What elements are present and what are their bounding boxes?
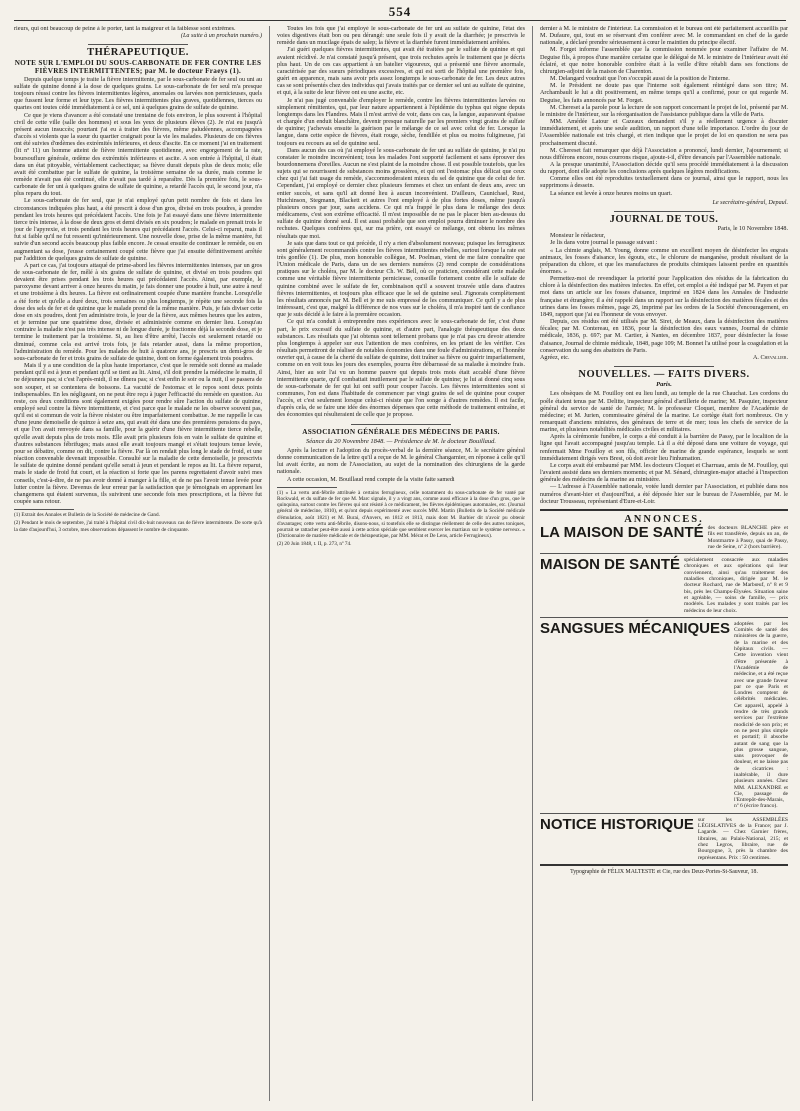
footnote-rule <box>277 487 337 488</box>
section-divider <box>614 211 713 212</box>
article-paragraph: Dans aucun des cas où j'ai employé le sous-carbonate de fer uni au sulfate de quinine, je n'ai pu constater le moindre inconvénient; tous les malades l'ont supporté facilement et sans éprouver des bourdonnemens d'oreilles. Aucun ne s'est plaint de la moindre chose. Il est possible toutefois, que les sujets qui se nourrissent de substances moins grossières, et qui ont l'estomac plus délicat que ceux chez qui j'ai fait usage du remède, s'accommoderaient mieux du sel de quinine que de celui de fer. Cependant, j'ai employé ce dernier chez plusieurs femmes et chez un enfant de deux ans, avec un entier succès, et sans qu'il ait donné lieu à aucun inconvénient. D'ailleurs, Caunichael, Rust, Hutchinson, Stegmann, Blackett et autres l'ont employé à de plus fortes doses, même jusqu'à plusieurs onces par jour, sans accidens. Ce qui m'a frappé le plus dans le mélange des deux médicamens, c'est son extrême efficacité. Il m'est impossible de ne pas le placer bien au-dessus du sulfate de quinine donné seul. Il est aussi probable que son emploi pourra diminuer le nombre des rechutes. Quelques confrères qui, sur ma prière, ont essayé ce mélange, ont obtenu les mêmes résultats que moi. <box>277 147 525 240</box>
ad-text: spécialement consacrée aux maladies chroniques et aux opérations qui leur conviennent, ainsi qu'au traitement des maladies chroniques, dirigée par M. le docteur Rochard, rue de Marbœuf, nº 8 et 9 bis, près les Champs-Élysées. Situation saine et agréable, — soins de famille, — prix modérés. Les malades y sont traités par les médecins de leur choix. <box>684 557 788 614</box>
session-date: Séance du 20 Novembre 1848. — Présidence de M. le docteur Bouillaud. <box>305 437 497 445</box>
article-title: NOTE SUR L'EMPLOI DU SOUS-CARBONATE DE FER CONTRE LES FIÈVRES INTERMITTENTES; par M. le docteur Fraeys (1). <box>14 59 262 75</box>
article-paragraph: M. Chereset fait remarquer que déjà l'Association a prononcé, lundi dernier, l'ajournement; si nous différons encore, nous courrons risque, ajoute-t-il, d'être devancés par l'Assemblée nationale. <box>540 147 788 161</box>
article-paragraph: Toutes les fois que j'ai employé le sous-carbonate de fer uni au sulfate de quinine, l'état des voies digestives était bon ou peu dérangé: une seule fois il y avait de la diarrhée; je prescrivis le remède dans un mucilage épais de salep; la fièvre et la diarrhée furent immédiatement arrêtées. <box>277 26 525 47</box>
letter-paragraph: Je lis dans votre journal le passage suivant : <box>550 240 658 247</box>
article-paragraph: A part ce cas, j'ai toujours attaqué de prime-abord les fièvres intermittentes intenses, par un gros de sous-carbonate de fer, mêlé à six grains de sulfate de quinine, et divisé en trois poudres qui devaient être prises pendant les trois heures qui précédaient l'accès. Ainsi, par exemple, le paroxysme devant arriver à onze heures du matin, je fais donner une poudre à huit, une autre à neuf et une troisième à dix heures. La fièvre est ordinairement coupée d'une manière franche. Lorsqu'elle a été forte et qu'elle a duré deux, trois semaines ou plus longtemps, je répète une seconde fois la dose des sels de fer et de quinine que le malade prend de la même manière. Puis, je fais diviser cette dose en six poudres, dont j'en administre trois, le jour de la fièvre, aux mêmes heures que les autres, et je termine par une quatrième dose, divisée et administrée comme en dernier lieu. Lorsqu'au contraire la maladie n'est pas très intense ni de longue durée, je fractionne déjà la seconde dose, et je termine le traitement par la troisième. Si, au lieu d'être arrêté, l'accès est seulement retardé ou diminué, comme cela est arrivé trois fois, je fais retarder aussi, dans la même proportion, l'administration du remède. Pour les malades de huit à quatorze ans, je prescris un demi-gros de sous-carbonate de fer et trois grains de sulfate de quinine, dont on forme également trois poudres. <box>14 262 262 362</box>
column-divider <box>532 26 533 1101</box>
page-number: 554 <box>388 4 412 19</box>
advertisement <box>540 621 788 810</box>
news-paragraph: Le corps avait été embaumé par MM. les docteurs Cloquet et Charruau, amis de M. Fouilloy, qui l'avaient assisté dans ses derniers moments; et par M. Sénard, chirurgien-major attaché à l'inspection générale des médecins de la marine au ministère. <box>540 462 788 484</box>
news-paragraph: — L'adresse à l'Assemblée nationale, votée lundi dernier par l'Association, et publiée dans nos numéros d'avant-hier et d'aujourd'hui, a été déposée hier sur le bureau de l'Assemblée, par M. le docteur Trousseau, représentant d'Eure-et-Loir. <box>540 484 788 505</box>
article-paragraph: Ce qui m'a conduit à entreprendre mes expériences avec le sous-carbonate de fer, c'est d'une part, le prix excessif du sulfate de quinine, et d'autre part, l'analogie thérapeutique des deux substances. Les résultats que j'ai obtenus sont tellement probans que je n'ai pas cru devoir attendre plus longtemps à appeler sur eux l'attention de mes confrères, en les priant de les vérifier. Ces résultats permettront de réaliser de notables économies dans une foule d'administrations, et l'honnête ouvrier qui, à cause de la cherté du sulfate de quinine, doit traîner sa fièvre ou guérir imparfaitement, comme on en voit tous les jours des exemples, pourra être débarrassé de sa maladie à moindre frais. Ainsi, hier au soir l'ai vu un homme pauvre qui depuis trois mois était accablé d'une fièvre intermittente quarte, qu'il combattait inutilement par le sulfate de quinine; je lui ai donné cinq sous de sous-carbonate de fer qui lui ont suffi pour couper l'accès. Les fièvres intermittentes sont si communes, l'on est dans l'habitude de commencer par vingt grains de sel de quinine pour couper l'accès, et c'est seulement lorsque celui-ci résiste que l'on songe à d'autres remèdes. Il est facile, d'après cela, de se faire une idée des énormes dépenses que cette méthode de traitement entraîne, et des économies qui résulteraient de celle que je propose. <box>277 319 525 419</box>
article-paragraph: Ce que je viens d'avancer a été constaté une trentaine de fois environ, le plus souvent à l'hôpital civil de cette ville (salle des hommes) et sous les yeux de plusieurs élèves (2). Je n'ai eu jusqu'à présent aucun insuccès; pourtant j'ai eu à traiter des fièvres, même paludéennes, accompagnées d'accès si violents que la sueur du quartier craignait pour la vie les malades. Plusieurs de ces fièvres ont été suivies d'œdèmes des extrémités inférieures, et deux d'ascite. En ce moment j'ai en traitement (lit nº 11) un homme atteint de fièvre intermittente quotidienne, avec engorgement de la rate, boursouflure générale, œdème des extrémités inférieures et ascite. A son entrée à l'hôpital, il était dans un état pitoyable, véritablement cachectique; sa fièvre durait depuis plus de deux mois; elle avait été combattue par le sulfate de quinine, la troisième semaine de sa durée, mais comme le remède n'avait pas été continué, elle n'avait pas tardé à reparaître. Dès la première fois, le sous-carbonate de fer uni à quelques grains de sulfate de quinine, a retardé l'accès qui, le second jour, n'a plus reparu du tout. <box>14 112 262 198</box>
article-paragraph: Je sais que dans tout ce qui précède, il n'y a rien d'absolument nouveau; puisque les ferrugineux sont généralement recommandés contre les fièvres intermittentes rebelles, surtout lorsque la rate est très gonflée (1). De plus, mon honorable collègue, M. Poelman, vient de me faire connaître que l'Union médicale de Paris, dans un de ses derniers numéros (2) rend compte de considérations pratiques sur le choléra, par M. le docteur Ch. W. Bell, où ce praticien, considérant cette maladie comme une véritable fièvre intermittente pernicieuse, conseille fortement contre elle le sulfate de quinine combiné avec le sulfate de fer, combinaison qu'il a souvent trouvée utile dans d'autres fièvres intermittentes, et toujours plus efficace que le sel de quinine seul. J'ignorais complètement les résultats annoncés par M. Bell et je me suis empressé de les communiquer. Ce qu'il y a de plus intéressant, c'est que, malgré la différence de nos vues sur le choléra, il m'a inspiré tant de confiance que je suis décidé à le faire à la première occasion. <box>277 240 525 319</box>
article-paragraph: M. Forget informe l'assemblée que la commission nommée pour examiner l'affaire de M. Deguise fils, à propos d'une manière certaine que le délégué de M. le ministre de l'intérieur avait été éclairé, et que notre honorable confrère était à la veille d'être rétabli dans ses fonctions de chirurgien-adjoint de la maison de Charenton. <box>540 47 788 75</box>
printer-footer: Typographie de FÉLIX MALTESTE et Cie, rue des Deux-Portes-St-Sauveur, 18. <box>570 868 758 875</box>
column-divider <box>269 26 270 1101</box>
section-divider <box>88 44 187 45</box>
footnote-rule <box>14 509 74 510</box>
ad-name: NOTICE HISTORIQUE <box>540 815 694 833</box>
article-paragraph: dernier à M. le ministre de l'intérieur. La commission et le bureau ont été parfaitement accueillis par M. Dufaure, qui, tout en se réservant d'en conférer avec M. le commandant en chef de la garde nationale, a déclaré prendre sérieusement à cœur le maintien du principe électif. <box>540 26 788 47</box>
ad-name: MAISON DE SANTÉ <box>540 556 681 574</box>
header-rule <box>14 20 786 21</box>
news-place: Paris. <box>656 381 672 389</box>
footnote: (2) 20 Juin 1848, t. II, p. 273, nº 74. <box>277 541 352 548</box>
footnote: (2) Pendant le mois de septembre, j'ai traité à l'hôpital civil dix-huit nouveaux cas de fièvre intermittente. De sorte qu'à la date d'aujourd'hui, 3 octobre, mes observations dépassent le nombre de cinquante. <box>14 520 262 533</box>
news-title: NOUVELLES. — FAITS DIVERS. <box>578 369 750 381</box>
ad-text: sur les ASSEMBLÉES LÉGISLATIVES de la France; par J. Lagarde. — Chez Garnier frères, libraires, au Palais-National, 215; et chez Legros, libraire, rue de Bourgogne, 3, près la chambre des représentans. Prix : 50 centimes. <box>697 816 788 861</box>
article-paragraph: J'ai guéri quelques fièvres intermittentes, qui avait été traitées par le sulfate de quinine et qui avaient récidivé. Je n'ai constaté jusqu'à présent, que trois rechutes après le traitement que je décris plus haut. Un de ces cas appartient à un batelier vigoureux, qui a présenté une fièvre anormale, caractérisée par des sueurs périodiques excessives, et qui est sorti de l'hôpital une première fois, guéri en apparence, mais sans avoir pris assez longtemps le sous-carbonate de fer. Les deux autres cas se sont présentés chez des individus qui j'avais traités par ce dernier sel uni au sulfate de quinine, et qui, à la suite de leur fièvre ont eu une ascite, etc. <box>277 47 525 97</box>
advertisement <box>540 525 788 550</box>
article-paragraph: Le sous-carbonate de fer seul, que je n'ai employé qu'un petit nombre de fois et dans les circonstances indiquées plus haut, a été prescrit à dose d'un gros, divisé en trois poudres, à prendre pendant les trois heures qui précédaient l'accès. Une fois je l'ai essayé dans une fièvre intermittente tierce très intense, à la dose de deux gros et demi divisés en six poudres; le malade en prenait trois le jour de l'apyrexie, et trois pendant les trois heures qui précédaient l'accès. Celui-ci reparut, mais il fut si faible qu'il ne fut ressenti qu'intérieurement. Une nouvelle dose, prise de la même manière, fut suivie d'un second accès beaucoup plus faible encore. Je cessai ensuite de continuer le remède, ou en augmentant sa dose, j'eusse certainement coupé cette fièvre que j'ai ensuite définitivement arrêtée par l'addition de quelques grains de sulfate de quinine. <box>14 198 262 262</box>
advertisement <box>540 557 788 614</box>
column-1 <box>14 26 262 1103</box>
ad-divider <box>540 553 788 554</box>
ads-divider <box>540 509 788 511</box>
footer-divider <box>540 864 788 866</box>
column-2 <box>277 26 525 1103</box>
secretary-signature: Le secrétaire-général, Depaul. <box>712 199 788 206</box>
column-3 <box>540 26 788 1103</box>
article-paragraph: Comme elles ont été reproduites textuellement dans ce journal, ainsi que le rapport, nous les supprimons à dessein. <box>540 176 788 190</box>
article-paragraph: Après la lecture et l'adoption du procès-verbal de la dernière séance, M. le secrétaire général donne communication de la lettre qu'il a reçue de M. le général Changarnier, en réponse à celle qu'il lui avait écrite, au nom de l'Association, au sujet de la nomination des chirurgiens de la garde nationale. <box>277 447 525 476</box>
article-paragraph: M. le Président ne doute pas que l'interne soit également réintégré dans son titre; M. Archambault le lui a dit positivement, en même temps qu'il a confirmé, pour ce qui regarde M. Deguise, les faits annoncés par M. Forget. <box>540 83 788 104</box>
article-paragraph: La séance est levée à onze heures moins un quart. <box>550 190 673 197</box>
letter-closing <box>540 355 788 362</box>
footnote: (1) « La vertu anti-fébrile attribuée à certains ferrugineux, celle notamment du sous-carbonate de fer vanté par Rockwald, et du sulfate de fer que M. Marc signale, il y a vingt ans, comme aussi efficace à la dose d'un gros, que le quinquina, surtout contre les fièvres qui ont résisté à ce médicament, les fièvres épidémiques automnales, etc. (Journal général de médecine, 1810), et qu'ont depuis expérimenté avec succès MM. Martin (Bulletin de la Société médicale d'émulation, août 1821) et M. Burai, d'Anvers, en 1812 et 1813, mais dont M. Barbier dit n'avoir pu obtenir d'avantages; cette vertu anti-fébrile, disons-nous, si toutefois elle se distingue réellement de celle des autres toniques, pourrait se rattacher peut-être aussi à cette action spéciale que semblent exercer les martiaux sur le système nerveux. » (Dictionnaire de matière médicale et de thérapeutique, par MM. Mérat et De Lens, article Ferrugineux). <box>277 489 525 540</box>
advertisement <box>540 817 788 861</box>
ads-header: ANNONCES. <box>624 513 704 525</box>
association-title: ASSOCIATION GÉNÉRALE DES MÉDECINS DE PARIS. <box>302 427 500 436</box>
letter-paragraph: « La chimie anglais, M. Young, donne comme un excellent moyen de désinfecter les engrais animaux, les fosses d'aisance, les égouts, etc., le chlorure de manganèse, produit résultant de la préparation du chlore, et que les manufactures de produits chimiques laissent perdre en quantités énormes. » <box>540 247 788 275</box>
letter-salutation: Monsieur le rédacteur, <box>550 233 606 240</box>
ad-name: LA MAISON DE SANTÉ <box>540 524 704 541</box>
article-paragraph: MM. Amédée Latour et Cazeaux demandent s'il y a réellement urgence à discuter immédiatement, et après une seule audition, un rapport d'une telle importance. L'ordre du jour de l'Assemblée nationale est très chargé, et rien indique que le projet de loi en question ne sera pas prochainement discuté. <box>540 119 788 147</box>
ad-name: SANGSUES MÉCANIQUES <box>540 619 731 637</box>
section-title: THÉRAPEUTIQUE. <box>87 47 189 59</box>
news-paragraph: Après la cérémonie funèbre, le corps a été conduit à la barrière de Passy, par le localiion de la ligne qui l'avait accompagné jusqu'au temple. Là il a été déposé dans une voiture de voyage, qui renfermait Mme Fouilloy et son fils, officier de marine de grande espérance, lesquels se sont immédiatement dirigés vers Brest, où doit avoir lieu l'inhumation. <box>540 434 788 462</box>
journal-title: JOURNAL DE TOUS. <box>609 213 719 225</box>
ad-divider <box>540 617 788 618</box>
continuation-note: (La suite à un prochain numéro.) <box>180 33 262 40</box>
letter-paragraph: Permettez-moi de revendiquer la priorité pour l'application des résidus de la fabrication du chlore à la désinfection des matières infectes. En effet, cet emploi a été indiqué par M. Payen et par moi dans un article sur les fosses d'aisance, imprimé en 1824 dans les Annales de l'industrie française et étrangère; il a été rappelé dans un rapport sur la désinfection des matières fécales et des urines dans les fosses mêmes, page 26, imprimé par les ordres de la Société d'encouragement, en 1849, rapport que j'ai eu l'honneur de vous envoyer. <box>540 276 788 318</box>
news-paragraph: Les obsèques de M. Fouilloy ont eu lieu lundi, au temple de la rue Chauchat. Les cordons du poêle étaient tenus par M. Delitte, inspecteur général d'artillerie de marine; M. Pasquier, inspecteur général du service de santé de l'armée; M. le professeur Cloquet, membre de l'Académie de médecine; et M. Jurien, commissaire général de la marine. Le cortège était fort nombreux. On y remarquait d'anciens ministres, des généraux de terre et de mer; tous les chefs de service de la marine, et plusieurs notabilités médicales civiles et militaires. <box>540 391 788 434</box>
ad-text: adoptées par les Comités de santé des ministères de la guerre, de la marine et des hôpitaux civils. — Cette invention vient d'être présentée à l'Académie de médecine, et a été reçue avec une grande faveur par ce que Paris et Londres comptent de célébrités médicales. Cet appareil, appelé à rendre de très grands services par l'extrême modicité de son prix; et on ne peut plus simple et portatif; il absorbe autant de sang que la plus grosse sangsue, sans provoquer de douleur, et ne laisse pas de cicatrices : inaltérable, il dure plusieurs années. Chez MM. ALEXANDRE et Cie, passage de l'Entrepôt-des-Marais, nº 6 (écrire franco). <box>734 620 788 810</box>
article-paragraph: A la presque unanimité, l'Association décide qu'il sera procédé immédiatement à la discussion du rapport, dont elle adopte les conclusions après quelques légères modifications. <box>540 161 788 176</box>
section-divider <box>614 366 713 367</box>
article-paragraph: M. Chereset a la parole pour la lecture de son rapport concernant le projet de loi, présenté par M. le ministre de l'intérieur, sur la réorganisation de l'assistance publique dans la ville de Paris. <box>540 104 788 118</box>
letter-paragraph: Depuis, ces résidus ont été utilisés par M. Siret, de Meaux, dans la désinfection des matières fécales; par M. Contereau, en 1836, pour la désinfection des eaux vannes, Journal de chimie médicale, 1836, p. 697; par M. Cartier, à Nantes, en décembre 1837, pour désinfecter la fosse d'aisance, Journal de chimie médicale, 1848, page 109; M. Bonnet l'a utilisé pour la coagulation et la conservation du sang des abattoirs de Paris. <box>540 319 788 354</box>
letter-signature: A. Chevallier. <box>752 354 788 361</box>
continued-paragraph: rieurs, qui ont beaucoup de peine à le porter, tant la maigreur et la faiblesse sont extrêmes. <box>14 26 236 32</box>
letter-date: Paris, le 10 Novembre 1848. <box>717 226 788 233</box>
article-paragraph: A cette occasion, M. Bouillaud rend compte de la visite faite samedi <box>287 476 455 483</box>
ad-divider <box>540 813 788 814</box>
section-divider <box>351 424 450 425</box>
footnote: (1) Extrait des Annales et Bulletin de la Société de médecine de Gand. <box>14 512 160 519</box>
article-paragraph: M. Delangard voudrait que l'on s'occupât aussi de la position de l'interne. <box>550 76 730 83</box>
article-paragraph: Mais il y a une condition de la plus haute importance, c'est que le remède soit donné au malade pendant qu'il est à jeun et pendant qu'il se tient au lit. Ainsi, s'il doit prendre la médecine le matin, il ne déjeunera pas; si c'est l'après-midi, il ne dînera pas; si c'est enfin le soir ou la nuit, il se passera de son souper, et se contentera de boissons. La vacuité de l'estomac et le repos sont deux points indispensables. En les négligeant, on ne peut être reçu à juger l'efficacité du remède en question. Au reste, ces deux conditions sont également exigées pour rendre sûre l'action du sulfate de quinine, employé seul contre la fièvre intermittente, et c'est parce que le malade ne les observe souvent pas, qu'il est si commun de voir la fièvre résister ou être imparfaitement combattue. Je me rappelle le cas d'une jeune demoiselle de quinze à seize ans, qui avait été dans une des premières pensions du pays, et que l'on avait renvoyée dans sa famille, pour la guérir d'une fièvre intermittente tierce rebelle, qu'elle avait depuis plus de trois mois. Elle avait pris plusieurs fois en vain le sulfate de quinine et d'autres substances fébrifuges; mais aussi elle avait toujours mangé et s'était toujours tenue levée, pour se débattre, comme on dit, contre la fièvre. Par là on rendait plus long le stade de froid, et une réaction convenable devenait impossible. Consulté sur la maladie de cette demoiselle, je prescrivis le sulfate de quinine donné pendant qu'elle serait à jeun et pendant le repos au lit. La fièvre reparut, mais le stade de froid fut court, et la réaction si forte que les parens regrettaient d'avoir suivi mes conseils, c'est-à-dire, de ne pas avoir donné à manger à la fille, et de ne pas l'avoir tenue levée pour lutter contre la fièvre. Devenus de leur erreur par la satisfaction que je témoignais en apprenant les changemens qui étaient survenus, ils suivirent une seconde fois mes prescriptions, et la fièvre fut coupée sans retour. <box>14 363 262 505</box>
ad-text: des docteurs BLANCHE père et fils est transférée, depuis un an, de Montmartre à Passy, quai de Passy, rue de Seine, nº 2 (hors barrière). <box>707 525 788 550</box>
article-paragraph: Depuis quelque temps je traite la fièvre intermittente, par le sous-carbonate de fer seul ou uni au sulfate de quinine donné à la dose de quelques grains. Le sous-carbonate de fer seul m'a presque toujours réussi contre les fièvres intermittentes légères, anomales ou larvées non pernicieuses, quels que fussent leur forme et leur type. Les fièvres intermittentes plus graves, quotidiennes, tierces ou quartes ont toutes cédé immédiatement à ce sel, uni à quelques grains de sulfate de quinine. <box>14 76 262 112</box>
article-paragraph: Je n'ai pas jugé convenable d'employer le remède, contre les fièvres intermittentes larvées ou simplement rémittentes, qui, par leur nature appartiennent à l'épidémie du typhus qui règne depuis longtemps dans les Flandres. Mais il m'est arrivé de voir, dans ces cas, la langue, auparavant épaisse et chargée d'un enduit blanchâtre, devenir presque naturelle par les premiers vingt grains de sulfate de quinine; j'achevais ensuite la guérison par le mélange de ce sel avec celui de fer. Lorsque la langue, dans cette espèce de fièvres, était rouge, sèche, fendillée et plus ou moins fuligineuse, j'ai toujours eu recours au sel de quinine seul. <box>277 97 525 147</box>
letter-close: Agréez, etc. <box>540 354 570 361</box>
